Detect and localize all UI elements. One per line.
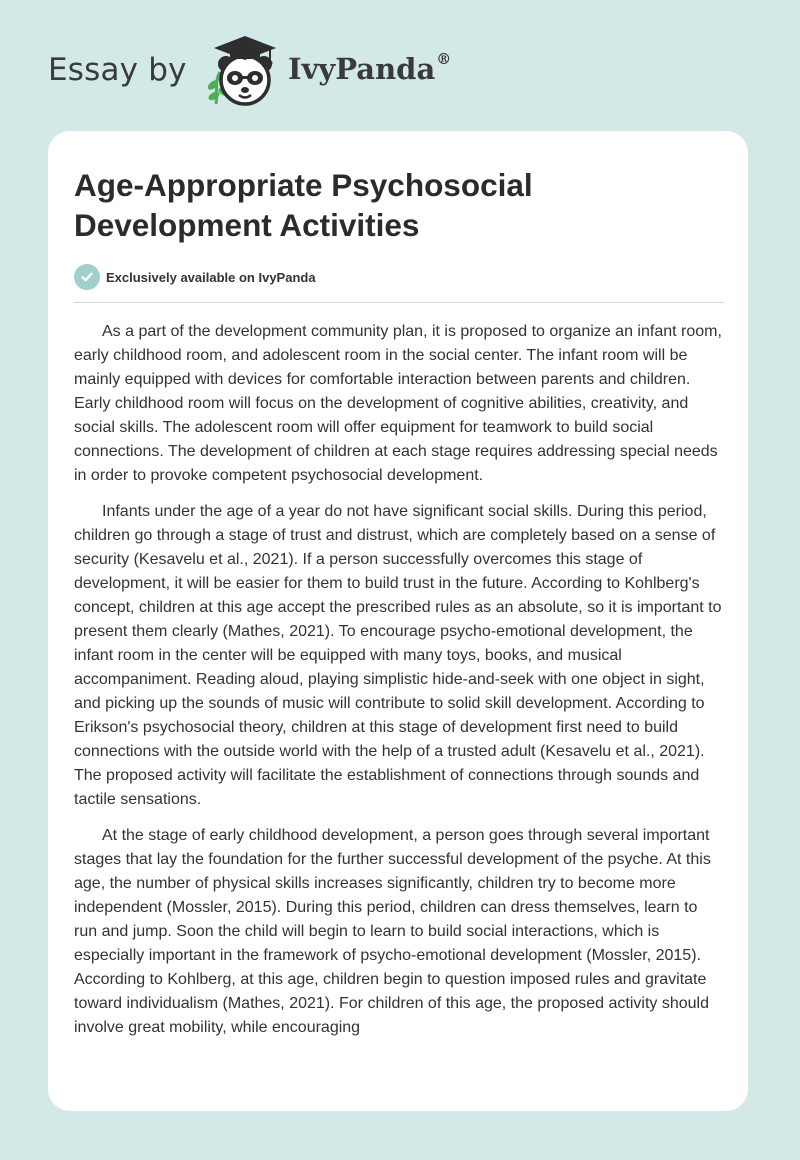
brand-name: IvyPanda bbox=[288, 52, 436, 86]
article-title: Age-Appropriate Psychosocial Development Activities bbox=[74, 167, 533, 243]
panda-graduate-icon[interactable] bbox=[204, 30, 280, 108]
exclusive-text: Exclusively available on IvyPanda bbox=[106, 269, 316, 285]
divider bbox=[74, 302, 724, 303]
paragraph: At the stage of early childhood development, a person goes through several important stages that lay the foundation for the further successful development of the psyche. At this age, the number of physical skills increases significantly, children try to become more independent (Mossler, 2015). During this period, children can dress themselves, learn to run and jump. Soon the child will begin to learn to build social interactions, which is especially important in the framework of psycho-emotional development (Mossler, 2015). According to Kohlberg, at this age, children begin to question imposed rules and gravitate toward individualism (Mathes, 2021). For children of this age, the proposed activity should involve great mobility, while encouraging bbox=[74, 827, 711, 1036]
exclusive-badge bbox=[74, 264, 316, 290]
registered-mark: ® bbox=[436, 50, 452, 68]
paragraph: As a part of the development community plan, it is proposed to organize an infant room, early childhood room, and adolescent room in the social center. The infant room will be mainly equipped with devices for comfortable interaction between parents and children. Early childhood room will focus on the development of cognitive abilities, creativity, and social skills. The adolescent room will offer equipment for teamwork to build social connections. The development of children at each stage requires addressing special needs in order to provoke competent psychosocial development. bbox=[74, 323, 722, 484]
article-body bbox=[74, 320, 722, 1090]
check-icon bbox=[74, 264, 100, 290]
paragraph: Infants under the age of a year do not have significant social skills. During this period, children go through a stage of trust and distrust, which are completely based on a sense of security (Kesavelu et al., 2021). If a person successfully overcomes this stage of development, it will be easier for them to build trust in the future. According to Kohlberg's concept, children at this age accept the prescribed rules as an absolute, so it is important to present them clearly (Mathes, 2021). To encourage psycho-emotional development, the infant room in the center will be equipped with many toys, books, and musical accompaniment. Reading aloud, playing simplistic hide-and-seek with one object in sight, and picking up the sounds of music will contribute to solid skill development. According to Erikson's psychosocial theory, children at this stage of development first need to build connections with the outside world with the help of a trusted adult (Kesavelu et al., 2021). The proposed activity will facilitate the establishment of connections through sounds and tactile sensations. bbox=[74, 503, 722, 808]
essay-by-label: Essay by bbox=[48, 52, 187, 88]
brand-logo-text[interactable] bbox=[288, 52, 451, 86]
site-header bbox=[48, 30, 748, 110]
article-card bbox=[48, 131, 748, 1111]
